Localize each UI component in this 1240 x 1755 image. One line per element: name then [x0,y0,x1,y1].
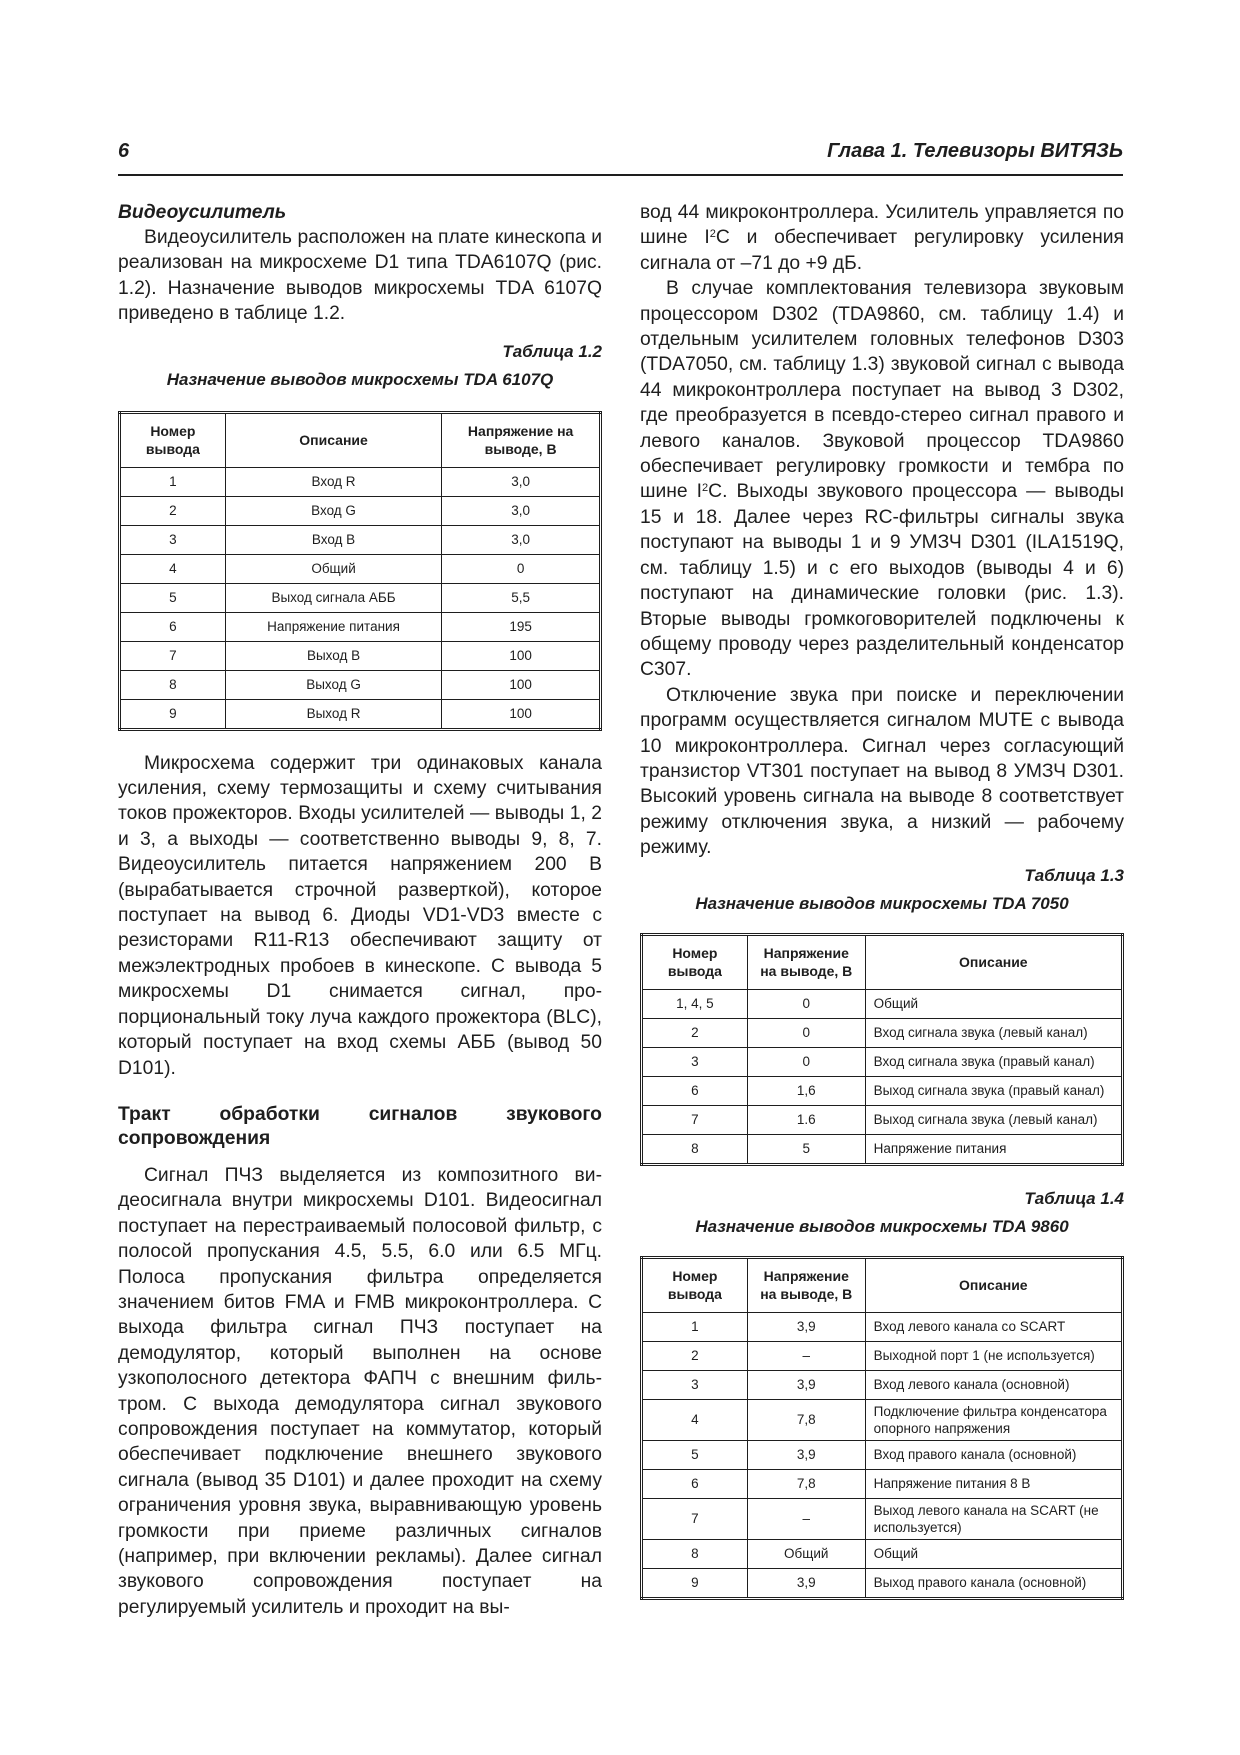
column-header: Описание [865,1257,1122,1312]
table-title: Назначение выводов микросхемы TDA 6107Q [166,369,554,389]
cell: 3 [120,525,226,554]
cell: Вход сигнала звука (правый канал) [865,1047,1122,1076]
cell: 1, 4, 5 [642,989,748,1018]
cell: Напряжение питания [225,612,441,641]
text-run: В случае комплектования телевизора звуковым процессором D302 (TDA9860, см. таблицу 1.4) и отдельным усилителем головных телефонов D303 (TDA7050, см. таблицу 1.3) звуковой сигнал с вывода 44 микроконтроллера поступает на вывод 3 D302, где преобразуется в псевдо-стерео сигнал правого и левого каналов. Звуковой процессор TDA9860 обеспечивает регулировку громкости и тембра по шине I [640,278,1124,503]
cell: 7 [120,641,226,670]
table-row [642,1312,1123,1341]
cell: 3,0 [442,496,601,525]
superscript: 2 [702,482,709,495]
cell: 0 [747,1047,865,1076]
paragraph: Отключение звука при поиске и переключении программ осуществляется сигналом MUTE с вывода 10 микроконтроллера. Сигнал через согласующий транзистор VT301 поступает на вывод 8 УМЗЧ D301. Высокий уровень сигнала на выводе 8 соответствует режиму отключения звука, а низкий — рабочему режиму. [640,684,1124,859]
paragraph: Сигнал ПЧЗ выделяется из композитного видеосигнала внутри микросхемы D101. Видеосигнал поступает на перестраиваемый полосовой фильтр, с полосой пропускания 4.5, 5.5, 6.0 или 6.5 МГц. Полоса пропускания фильтра определяется значением битов FMA и FMB микроконтроллера. С выхода фильтра сигнал ПЧЗ поступает на демодулятор, который выполнен на основе узкополосного детектора ФАПЧ с внешним фильтром. С выхода демодулятора сигнал звукового сопровождения поступает на коммутатор, который обеспечивает подключение внешнего звукового сигнала (вывод 35 D101) и далее проходит на схему ограничения уровня звука, выравнивающую уровень громкости при приеме различных сигналов (например, при включении рекламы). Далее сигнал звукового сопровождения поступает на регулируемый усилитель и проходит на вы- [118,1164,602,1618]
table-row [120,641,601,670]
superscript: 2 [709,228,716,241]
cell: 3,9 [747,1568,865,1598]
cell: 3,9 [747,1370,865,1399]
cell: 2 [642,1341,748,1370]
text-run: C. Выходы звукового процессора — выводы 15 и 18. Далее через RC-фильтры сигналы звука поступают на выводы 1 и 9 УМЗЧ D301 (ILA1519Q, см. таблицу 1.5) и с его выходов (выводы 4 и 6) поступают на динамические головки (рис. 1.3). Вторые выводы громкоговорителей подключены к общему проводу через разделительный конденсатор С307. [640,481,1124,681]
section-title-line1 [118,1103,602,1127]
table-row [642,1568,1123,1598]
cell: 195 [442,612,601,641]
cell: 7,8 [747,1399,865,1440]
cell: Общий [865,989,1122,1018]
column-header: Номер вывода [642,934,748,989]
table-header-row [642,1257,1123,1312]
text-run: вод 44 микроконтроллера. Усилитель управляется по шине I [640,202,1124,249]
table-title: Назначение выводов микросхемы TDA 9860 [695,1216,1069,1236]
cell: Вход R [225,467,441,496]
section-title-audio-path [118,1103,602,1151]
cell: 3,9 [747,1312,865,1341]
cell: Выход правого канала (основной) [865,1568,1122,1598]
cell: 7,8 [747,1469,865,1498]
table-row [120,612,601,641]
paragraph [640,276,1124,683]
table-row [642,1399,1123,1440]
table-row [642,1498,1123,1539]
column-header: Напряжение на выводе, В [747,1257,865,1312]
cell: 0 [747,1018,865,1047]
page-header [118,140,1123,176]
cell: Вход сигнала звука (левый канал) [865,1018,1122,1047]
cell: 6 [642,1469,748,1498]
cell: 5,5 [442,583,601,612]
cell: 3,9 [747,1440,865,1469]
cell: 5 [120,583,226,612]
table-row [642,1018,1123,1047]
cell: 3 [642,1047,748,1076]
header-rule [118,174,1123,176]
cell: 3,0 [442,525,601,554]
cell: 7 [642,1498,748,1539]
cell: 100 [442,699,601,729]
cell: – [747,1341,865,1370]
table-header-row [642,934,1123,989]
pin-table-tda6107q [118,411,602,731]
table-row [120,525,601,554]
text-run: C и обеспечивает регулировку усиления сигнала от –71 до +9 дБ. [640,227,1124,274]
table-row [642,1134,1123,1164]
cell: 9 [120,699,226,729]
cell: 1 [642,1312,748,1341]
cell: 4 [120,554,226,583]
cell: Напряжение питания 8 В [865,1469,1122,1498]
cell: Выход B [225,641,441,670]
cell: Выход сигнала АББ [225,583,441,612]
table-row [120,496,601,525]
paragraph: Видеоусилитель расположен на плате кинескопа и реализован на микросхеме D1 типа TDA6107Q (рис. 1.2). Назначение выводов микросхемы TDA 6107Q приведено в таблице 1.2. [118,227,602,325]
cell: Выход сигнала звука (левый канал) [865,1105,1122,1134]
table-label: Таблица 1.2 [502,341,602,361]
column-header: Номер вывода [120,412,226,467]
column-header: Описание [865,934,1122,989]
cell: Выход левого канала на SCART (не используется) [865,1498,1122,1539]
cell: 1,6 [747,1076,865,1105]
cell: 1 [120,467,226,496]
cell: Вход левого канала (основной) [865,1370,1122,1399]
cell: Выход сигнала звука (правый канал) [865,1076,1122,1105]
cell: 4 [642,1399,748,1440]
cell: 8 [642,1539,748,1568]
table-header-row [120,412,601,467]
cell: Вход правого канала (основной) [865,1440,1122,1469]
cell: 3,0 [442,467,601,496]
cell: 100 [442,670,601,699]
table-row [642,989,1123,1018]
cell: Вход левого канала со SCART [865,1312,1122,1341]
cell: Напряжение питания [865,1134,1122,1164]
cell: 5 [642,1440,748,1469]
cell: 100 [442,641,601,670]
column-header: Описание [225,412,441,467]
table-title: Назначение выводов микросхемы TDA 7050 [695,893,1069,913]
table-label: Таблица 1.4 [1024,1188,1124,1208]
right-column [640,200,1124,1600]
cell: Выход R [225,699,441,729]
column-header: Напряжение на выводе, В [747,934,865,989]
page-number: 6 [118,140,130,162]
table-row [642,1341,1123,1370]
cell: 8 [120,670,226,699]
chapter-title: Глава 1. Телевизоры ВИТЯЗЬ [827,140,1123,162]
table-row [642,1047,1123,1076]
cell: 2 [120,496,226,525]
table-row [642,1469,1123,1498]
table-row [120,583,601,612]
table-row [120,670,601,699]
title-word: обработки [219,1103,320,1125]
cell: Общий [747,1539,865,1568]
cell: 9 [642,1568,748,1598]
section-title-video-amplifier: Видеоусилитель [118,202,287,223]
cell: 6 [120,612,226,641]
table-label: Таблица 1.3 [1024,865,1124,885]
table-row [642,1105,1123,1134]
cell: 0 [442,554,601,583]
table-row [120,699,601,729]
title-word: Тракт [118,1103,171,1125]
column-header: Напряжение на выводе, В [442,412,601,467]
table-row [120,467,601,496]
table-row [642,1440,1123,1469]
cell: Общий [225,554,441,583]
cell: 3 [642,1370,748,1399]
table-row [642,1076,1123,1105]
cell: 7 [642,1105,748,1134]
cell: Выходной порт 1 (не используется) [865,1341,1122,1370]
cell: 2 [642,1018,748,1047]
table-row [642,1539,1123,1568]
table-row [642,1370,1123,1399]
cell: 1.6 [747,1105,865,1134]
pin-table-tda7050 [640,933,1124,1166]
title-word: сигналов [368,1103,458,1125]
cell: 6 [642,1076,748,1105]
cell: 8 [642,1134,748,1164]
cell: Подключение фильтра конденсатора опорного напряжения [865,1399,1122,1440]
cell: Вход B [225,525,441,554]
table-row [120,554,601,583]
cell: – [747,1498,865,1539]
cell: 5 [747,1134,865,1164]
left-column [118,200,602,1620]
title-word: звукового [506,1103,602,1125]
cell: Вход G [225,496,441,525]
cell: 0 [747,989,865,1018]
cell: Выход G [225,670,441,699]
section-title-line2: сопровождения [118,1127,271,1149]
paragraph [640,200,1124,276]
cell: Общий [865,1539,1122,1568]
pin-table-tda9860 [640,1256,1124,1600]
column-header: Номер вывода [642,1257,748,1312]
paragraph: Микросхема содержит три одинаковых канала усиления, схему термозащиты и схему считывания токов прожекторов. Входы усилителей — выводы 1, 2 и 3, а выходы — соответственно выводы 9, 8, 7. Видеоусилитель питается напряжением 200 В (вырабатывается строчной разверткой), которое поступает на вывод 6. Диоды VD1-VD3 вместе с резисторами R11-R13 обеспечивают защиту от межэлектродных пробоев в кинескопе. С вывода 5 микросхемы D1 снимается сигнал, пропорциональный току луча каждого прожектора (BLC), который поступает на вход схемы АББ (вывод 50 D101). [118,752,602,1079]
